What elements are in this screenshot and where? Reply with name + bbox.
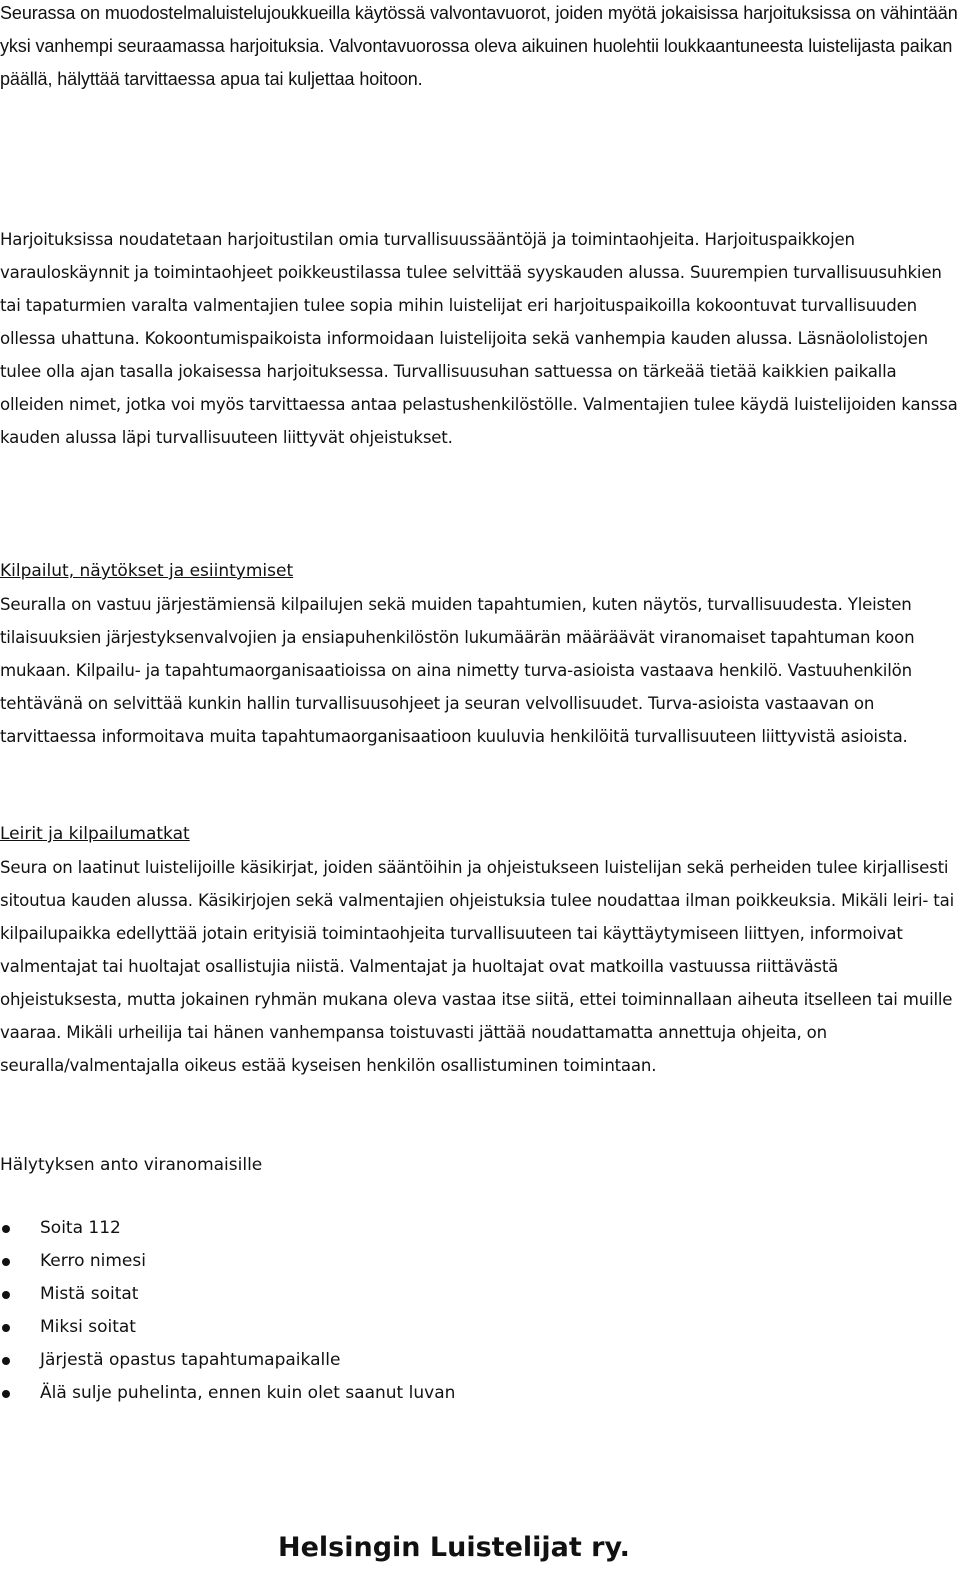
bullet-icon: [2, 1258, 10, 1266]
list-item: Järjestä opastus tapahtumapaikalle: [0, 1344, 455, 1377]
camps-paragraph: Seura on laatinut luistelijoille käsikirjat, joiden sääntöihin ja ohjeistukseen luistelijan sekä perheiden tulee kirjallisesti sitoutua kauden alussa. Käsikirjojen sekä valmentajien ohjeistuksia tulee noudattaa ilman poikkeuksia. Mikäli leiri- tai kilpailupaikka edellyttää jotain erityisiä toimintaohjeita turvallisuuteen tai käyttäytymiseen liittyen, informoivat valmentajat tai huoltajat osallistujia niistä. Valmentajat ja huoltajat ovat matkoilla vastuussa riittävästä ohjeistuksesta, mutta jokainen ryhmän mukana oleva vastaa itse siitä, ettei toiminnallaan aiheuta itselleen tai muille vaaraa. Mikäli urheilija tai hänen vanhempansa toistuvasti jättää noudattamatta annettuja ohjeita, on seuralla/valmentajalla oikeus estää kyseisen henkilön osallistuminen toimintaan.: [0, 858, 954, 1075]
list-item: Miksi soitat: [0, 1311, 455, 1344]
bullet-icon: [2, 1390, 10, 1398]
footer-organization-name: Helsingin Luistelijat ry.: [278, 1532, 630, 1563]
competitions-paragraph: Seuralla on vastuu järjestämiensä kilpailujen sekä muiden tapahtumien, kuten näytös, turvallisuudesta. Yleisten tilaisuuksien järjestyksenvalvojien ja ensiapuhenkilöstön lukumäärän määräävät viranomaiset tapahtuman koon mukaan. Kilpailu- ja tapahtumaorganisaatioissa on aina nimetty turva-asioista vastaava henkilö. Vastuuhenkilön tehtävänä on selvittää kunkin hallin turvallisuusohjeet ja seuran velvollisuudet. Turva-asioista vastaavan on tarvittaessa informoitava muita tapahtumaorganisaatioon kuuluvia henkilöitä turvallisuuteen liittyvistä asioista.: [0, 595, 915, 746]
competitions-heading: Kilpailut, näytökset ja esiintymiset: [0, 561, 294, 581]
alarm-steps-list: [0, 1212, 455, 1410]
alarm-heading: Hälytyksen anto viranomaisille: [0, 1155, 263, 1175]
camps-heading: Leirit ja kilpailumatkat: [0, 824, 190, 844]
valvonta-paragraph: Seurassa on muodostelmaluistelujoukkueilla käytössä valvontavuorot, joiden myötä jokaisissa harjoituksissa on vähintään yksi vanhempi seuraamassa harjoituksia. Valvontavuorossa oleva aikuinen huolehtii loukkaantuneesta luistelijasta paikan päällä, hälyttää tarvittaessa apua tai kuljettaa hoitoon.: [0, 3, 958, 89]
bullet-icon: [2, 1357, 10, 1365]
bullet-icon: [2, 1324, 10, 1332]
list-item: Älä sulje puhelinta, ennen kuin olet saanut luvan: [0, 1377, 455, 1410]
harjoitukset-paragraph: Harjoituksissa noudatetaan harjoitustilan omia turvallisuussääntöjä ja toimintaohjeita. Harjoituspaikkojen varauloskäynnit ja toimintaohjeet poikkeustilassa tulee selvittää syyskauden alussa. Suurempien turvallisuusuhkien tai tapaturmien varalta valmentajien tulee sopia mihin luistelijat eri harjoituspaikoilla kokoontuvat turvallisuuden ollessa uhattuna. Kokoontumispaikoista informoidaan luistelijoita sekä vanhempia kauden alussa. Läsnäololistojen tulee olla ajan tasalla jokaisessa harjoituksessa. Turvallisuusuhan sattuessa on tärkeää tietää kaikkien paikalla olleiden nimet, jotka voi myös tarvittaessa antaa pelastushenkilöstölle. Valmentajien tulee käydä luistelijoiden kanssa kauden alussa läpi turvallisuuteen liittyvät ohjeistukset.: [0, 230, 958, 447]
bullet-icon: [2, 1225, 10, 1233]
list-item: Soita 112: [0, 1212, 455, 1245]
bullet-icon: [2, 1291, 10, 1299]
list-item: Mistä soitat: [0, 1278, 455, 1311]
list-item: Kerro nimesi: [0, 1245, 455, 1278]
